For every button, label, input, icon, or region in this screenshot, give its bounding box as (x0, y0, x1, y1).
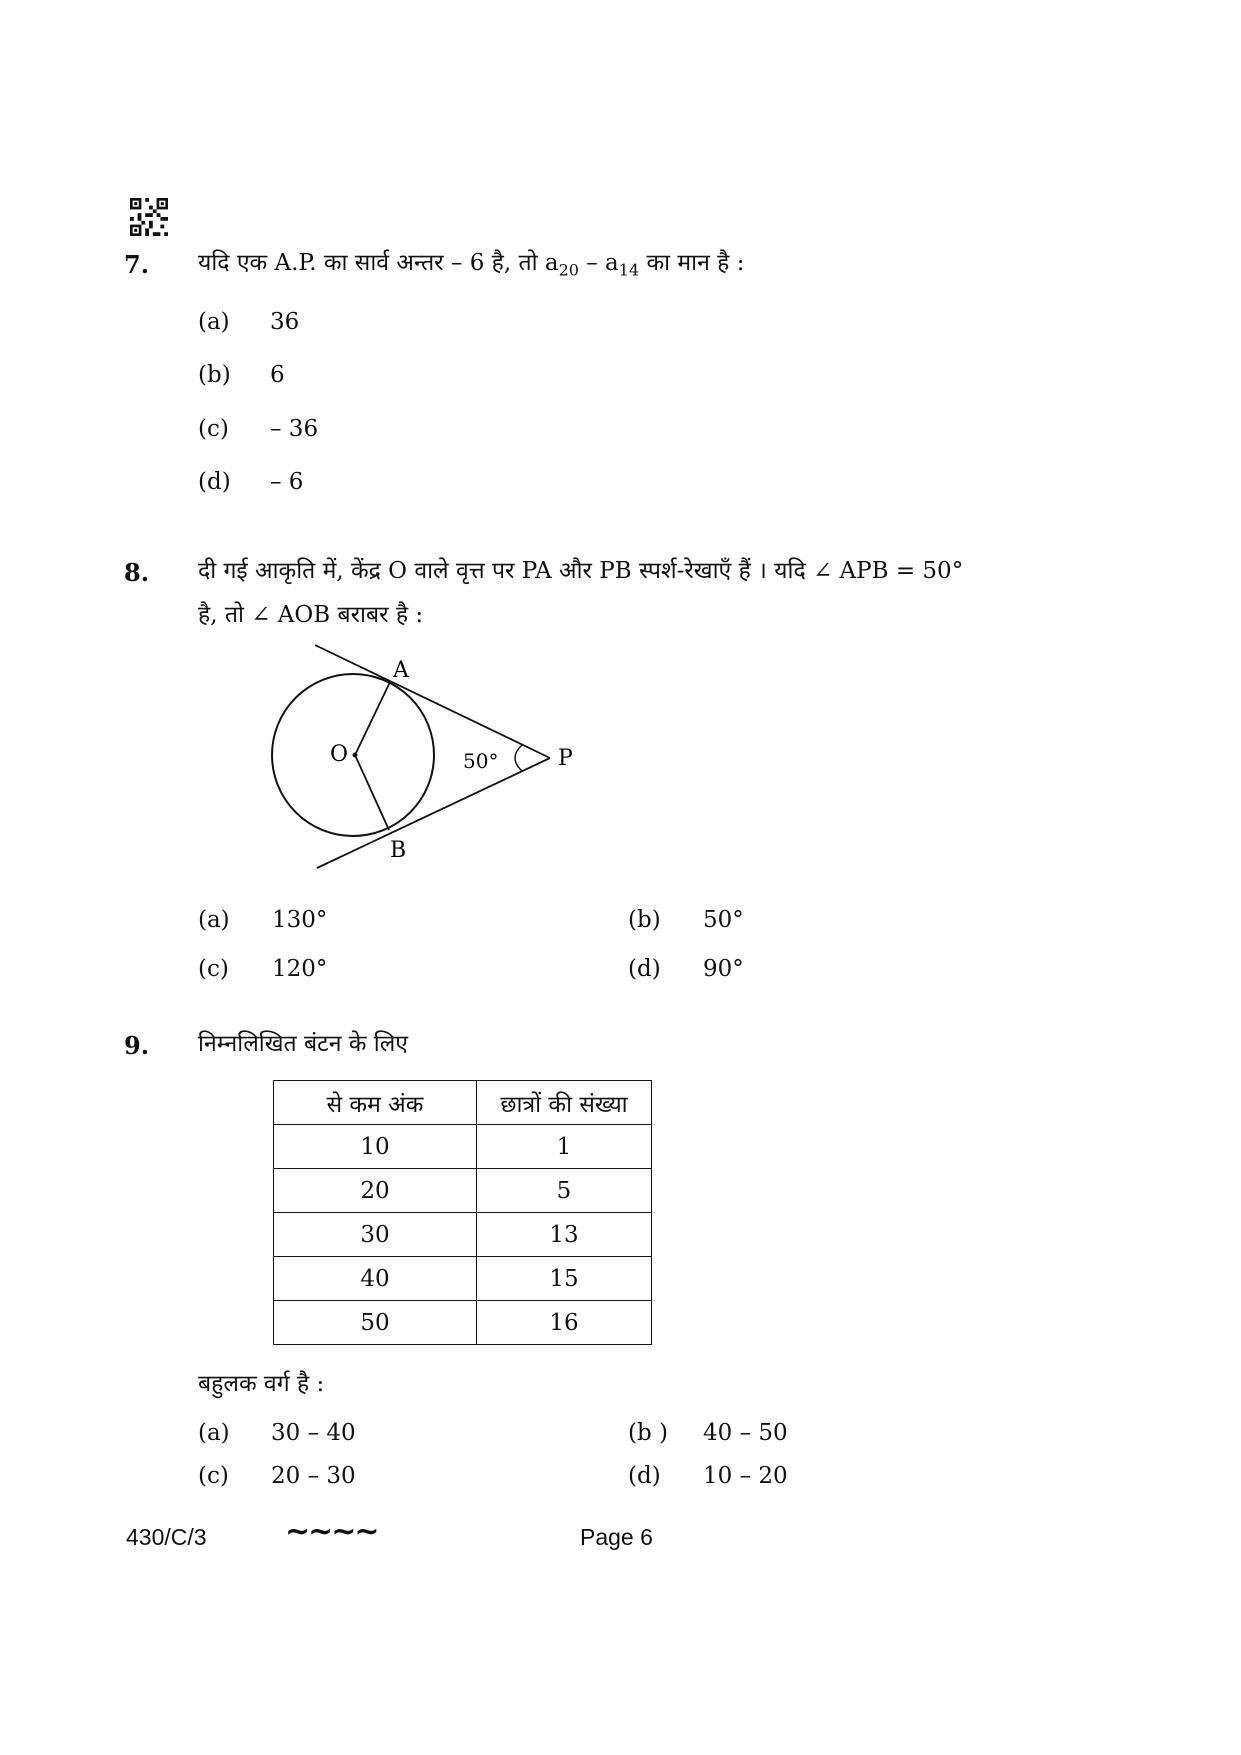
label-o: O (330, 742, 349, 767)
question-number: 7. (124, 250, 150, 279)
subscript: 20 (558, 260, 579, 280)
question-stem: निम्नलिखित बंटन के लिए (198, 1031, 409, 1057)
center-point (353, 753, 358, 758)
option-label: (c) (198, 1463, 229, 1489)
table-cell: 30 (274, 1213, 477, 1257)
option-value: 6 (270, 362, 285, 388)
distribution-table (273, 1080, 652, 1345)
table-cell: 15 (477, 1257, 652, 1301)
stem-part: यदि एक A.P. का सार्व अन्तर – 6 है, तो a (198, 250, 559, 276)
option-label: (a) (198, 309, 230, 335)
table-cell: 20 (274, 1169, 477, 1213)
option-value: 36 (270, 309, 300, 335)
option-label: (c) (198, 416, 229, 442)
radius-oa (355, 682, 390, 755)
option-label: (a) (198, 1420, 230, 1446)
option-value: 120° (272, 956, 328, 982)
option-label: (b) (628, 907, 661, 933)
table-cell: 40 (274, 1257, 477, 1301)
table-row (274, 1301, 652, 1345)
angle-label: 50° (463, 749, 499, 773)
option-label: (d) (628, 956, 661, 982)
table-header: से कम अंक (274, 1081, 477, 1125)
table-row (274, 1257, 652, 1301)
table-cell: 50 (274, 1301, 477, 1345)
footer-ornament: ∼∼∼∼ (285, 1514, 378, 1549)
table-cell: 13 (477, 1213, 652, 1257)
option-label: (c) (198, 956, 229, 982)
question-stem: है, तो ∠ AOB बराबर है : (198, 602, 424, 628)
table-row (274, 1213, 652, 1257)
table-cell: 16 (477, 1301, 652, 1345)
option-value: 130° (272, 907, 328, 933)
option-value: 10 – 20 (703, 1463, 788, 1489)
option-value: 90° (703, 956, 744, 982)
question-prompt: बहुलक वर्ग है : (198, 1371, 325, 1397)
option-label: (b) (198, 362, 231, 388)
option-value: 50° (703, 907, 744, 933)
label-a: A (393, 658, 409, 683)
paper-code: 430/C/3 (126, 1524, 207, 1550)
stem-part: का मान है : (639, 250, 745, 276)
label-b: B (390, 838, 407, 863)
option-value: 20 – 30 (271, 1463, 356, 1489)
option-label: (b ) (628, 1420, 668, 1446)
question-number: 9. (124, 1031, 150, 1060)
table-header: छात्रों की संख्या (477, 1081, 652, 1125)
qr-code-icon (130, 198, 168, 236)
option-value: – 6 (270, 469, 304, 495)
page-number: Page 6 (580, 1524, 653, 1550)
tangent-figure (260, 635, 600, 880)
radius-ob (355, 755, 389, 830)
angle-arc (515, 745, 522, 771)
table-cell: 5 (477, 1169, 652, 1213)
option-label: (d) (198, 469, 231, 495)
question-number: 8. (124, 558, 150, 587)
table-header-row (274, 1081, 652, 1125)
option-value: 30 – 40 (271, 1420, 356, 1446)
stem-part: – a (578, 250, 619, 276)
table-cell: 10 (274, 1125, 477, 1169)
table-cell: 1 (477, 1125, 652, 1169)
option-label: (a) (198, 907, 230, 933)
question-stem: दी गई आकृति में, केंद्र O वाले वृत्त पर PA और PB स्पर्श-रेखाएँ हैं । यदि ∠ APB = 50° (198, 558, 964, 584)
option-value: 40 – 50 (703, 1420, 788, 1446)
label-p: P (558, 746, 573, 771)
subscript: 14 (618, 260, 640, 280)
table-row (274, 1169, 652, 1213)
option-label: (d) (628, 1463, 661, 1489)
table-row (274, 1125, 652, 1169)
option-value: – 36 (270, 416, 319, 442)
tangent-pb (317, 758, 550, 868)
question-stem (198, 241, 744, 293)
